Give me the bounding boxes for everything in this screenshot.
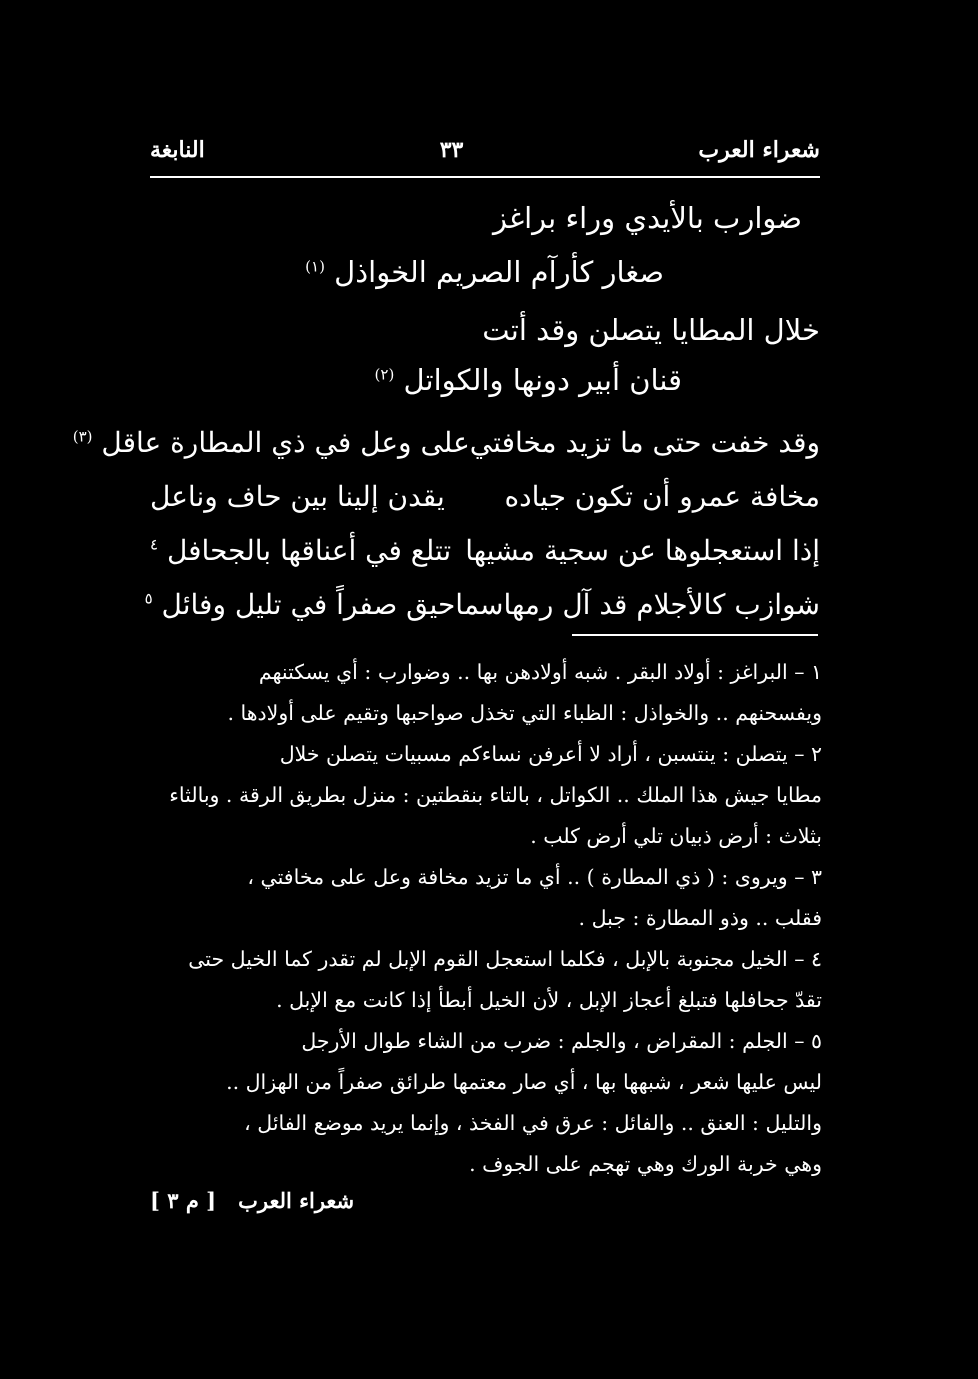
- footnote-marker: (٣): [72, 427, 93, 446]
- footnote-line: والتليل : العنق .. والفائل : عرق في الفخذ ، وإنما يريد موضع الفائل ،: [244, 1111, 822, 1135]
- first-hemistich: وقد خفت حتى ما تزيد مخافتي: [469, 425, 820, 459]
- footnote-line: تقدّ جحافلها فتبلغ أعجاز الإبل ، لأن الخيل أبطأ إذا كانت مع الإبل .: [276, 988, 822, 1012]
- running-title-book: شعراء العرب: [698, 137, 820, 163]
- page-header: [150, 130, 820, 170]
- footnote-line: بثلاث : أرض ذبيان تلي أرض كلب .: [530, 824, 822, 848]
- footnote-marker: (١): [305, 257, 325, 276]
- footnote-line: ٣ – ويروى : ( ذي المطارة ) .. أي ما تزيد مخافة وعل على مخافتي ،: [247, 865, 822, 889]
- footnote-line: ٢ – يتصلن : ينتسبن ، أراد لا أعرفن نساءكم مسبيات يتصلن خلال: [279, 742, 822, 766]
- running-title-poet: النابغة: [150, 137, 205, 163]
- footnotes-rule: [572, 634, 818, 636]
- second-hemistich: سماحيق صفراً في تليل وفائل $^٥$: [144, 587, 504, 621]
- signature-book-title: شعراء العرب: [238, 1187, 355, 1213]
- first-hemistich: شوازب كالأجلام قد آل رمها: [503, 587, 820, 621]
- verse-line: قنان أبير دونها والكواتل $^{(٢)}$: [374, 363, 682, 397]
- footnote-line: ليس عليها شعر ، شبهها بها ، أي صار معتمها طرائق صفراً من الهزال ..: [226, 1070, 822, 1094]
- signature-sheet-mark: [ م ٣ ]: [150, 1187, 217, 1213]
- footnotes: [150, 652, 822, 1185]
- footnote-line: مطايا جيش هذا الملك .. الكواتل ، بالتاء بنقطتين : منزل بطريق الرقة . وبالثاء: [169, 783, 822, 807]
- first-hemistich: إذا استعجلوها عن سجية مشيها: [465, 533, 820, 567]
- footnote-line: ٥ – الجلم : المقراض ، والجلم : ضرب من الشاء طوال الأرجل: [301, 1029, 822, 1053]
- footnote-line: ٤ – الخيل مجنوبة بالإبل ، فكلما استعجل القوم الإبل لم تقدر كما الخيل حتى: [188, 947, 822, 971]
- verse-line: خلال المطايا يتصلن وقد أتت: [482, 313, 820, 347]
- footnote-line: وهي خربة الورك وهي تهجم على الجوف .: [469, 1152, 822, 1176]
- verse-couplet: [150, 528, 820, 572]
- verse-line: ضوارب بالأيدي وراء براغز: [492, 201, 802, 235]
- second-hemistich: يقدن إلينا بين حاف وناعل: [150, 479, 445, 513]
- footnote-marker: (٢): [374, 365, 395, 384]
- footnote-marker: ٥: [144, 589, 153, 608]
- sheet-signature: [150, 1180, 354, 1220]
- second-hemistich: على وعل في ذي المطارة عاقل $^{(٣)}$: [72, 425, 470, 459]
- footnote-line: ١ – البراغز : أولاد البقر . شبه أولادهن بها .. وضوارب : أي يسكتنهم: [258, 660, 822, 684]
- page-number: ٣٣: [439, 137, 464, 163]
- footnote-line: ويفسحنهم .. والخواذل : الظباء التي تخذل صواحبها وتقيم على أولادها .: [227, 701, 822, 725]
- footnote-line: فقلب .. وذو المطارة : جبل .: [578, 906, 822, 930]
- footnote-marker: ٤: [150, 535, 159, 554]
- verse-couplet: [144, 582, 820, 626]
- verse-couplet: [72, 420, 820, 464]
- header-rule: [150, 176, 820, 178]
- verse-line: صغار كأرآم الصريم الخواذل $^{(١)}$: [305, 255, 664, 289]
- verse-couplet: [150, 474, 820, 518]
- second-hemistich: تتلع في أعناقها بالجحافل $^٤$: [150, 533, 452, 567]
- first-hemistich: مخافة عمرو أن تكون جياده: [504, 479, 820, 513]
